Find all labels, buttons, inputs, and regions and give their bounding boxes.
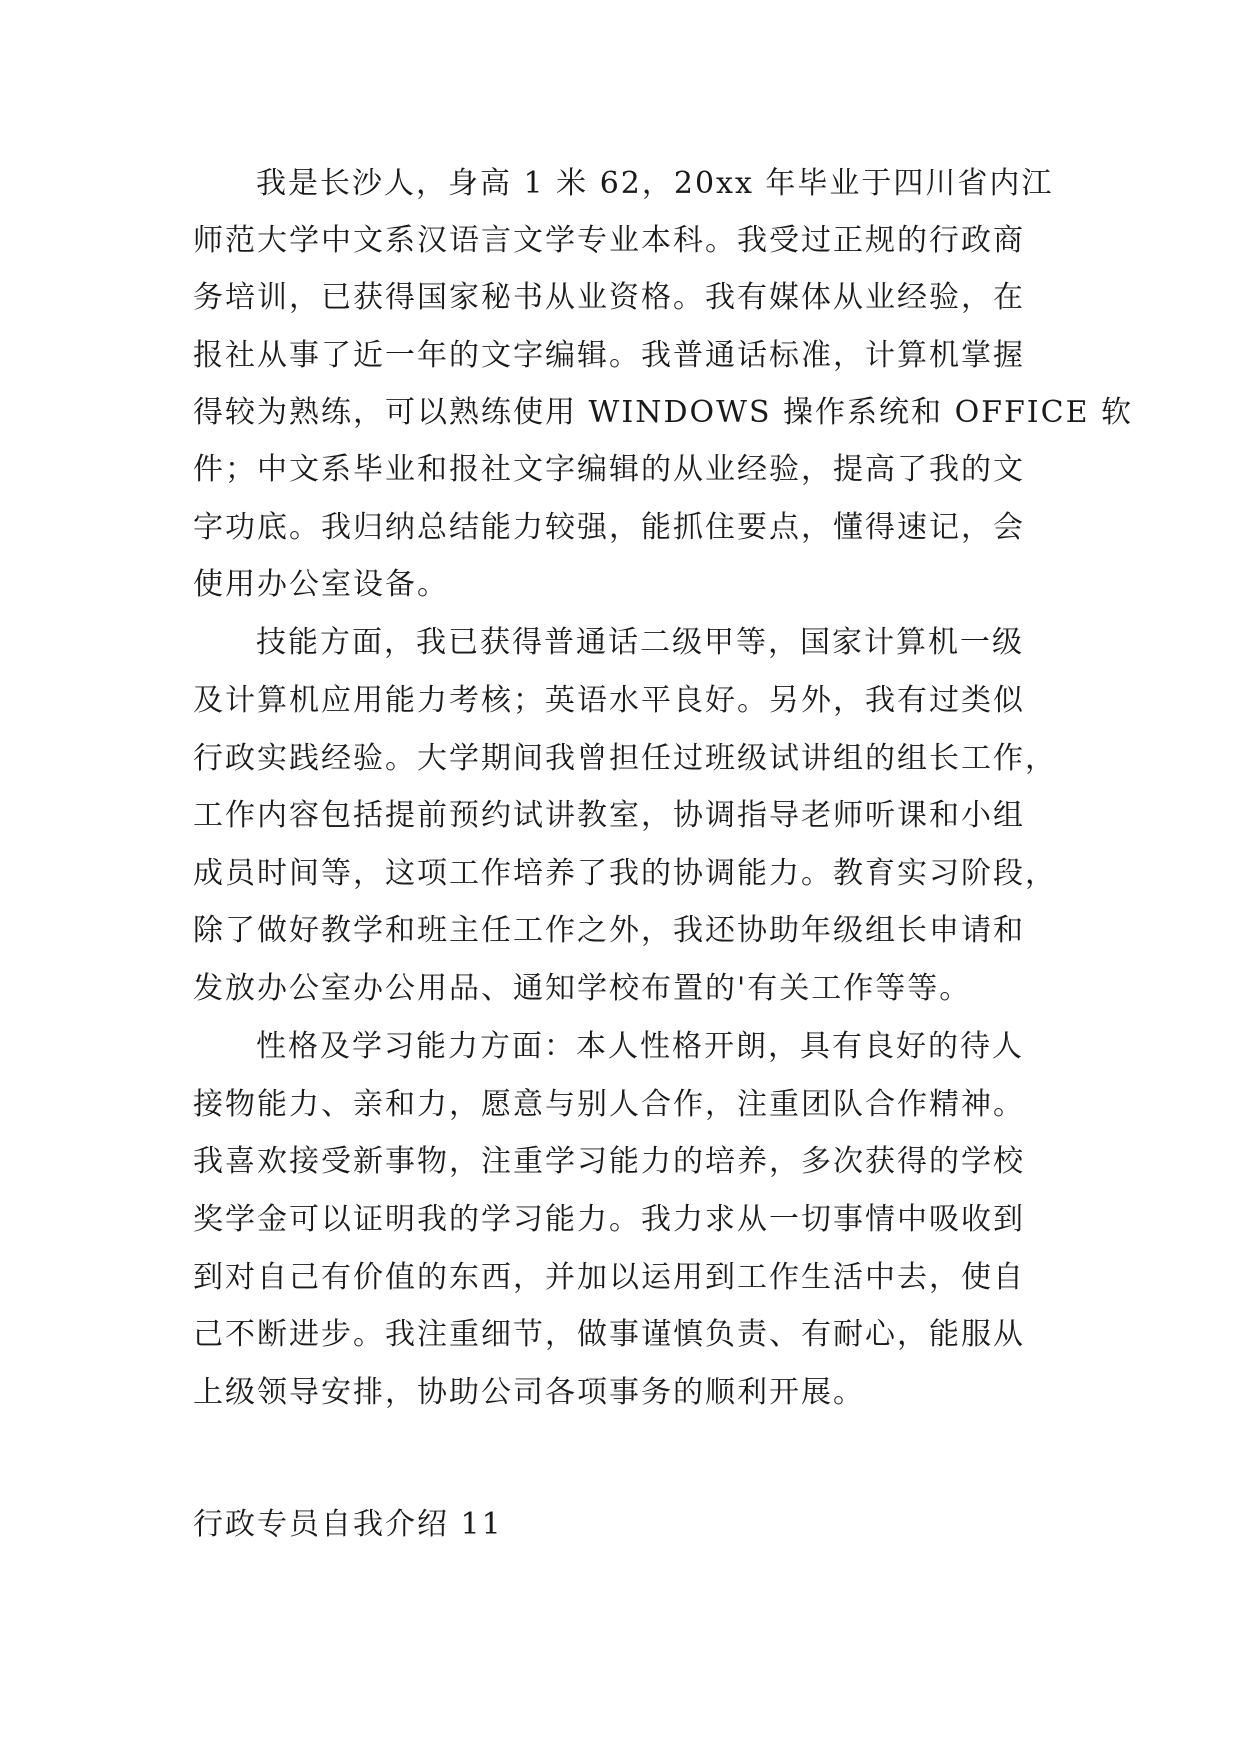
paragraph-1-line-7: 字功底。我归纳总结能力较强，能抓住要点，懂得速记，会: [193, 510, 1025, 545]
paragraph-1-line-8: 使用办公室设备。: [193, 567, 449, 602]
paragraph-3-line-1: 性格及学习能力方面：本人性格开朗，具有良好的待人: [256, 1029, 1024, 1064]
paragraph-2-line-5: 成员时间等，这项工作培养了我的协调能力。教育实习阶段，: [193, 856, 1057, 891]
paragraph-3-line-6: 己不断进步。我注重细节，做事谨慎负责、有耐心，能服从: [193, 1317, 1025, 1352]
paragraph-2-line-6: 除了做好教学和班主任工作之外，我还协助年级组长申请和: [193, 913, 1025, 948]
paragraph-3-line-5: 到对自己有价值的东西，并加以运用到工作生活中去，使自: [193, 1260, 1025, 1295]
paragraph-2-line-2: 及计算机应用能力考核；英语水平良好。另外，我有过类似: [193, 683, 1025, 718]
section-heading: 行政专员自我介绍 11: [193, 1507, 503, 1542]
paragraph-2-line-1: 技能方面，我已获得普通话二级甲等，国家计算机一级: [256, 625, 1024, 660]
paragraph-1-line-2: 师范大学中文系汉语言文学专业本科。我受过正规的行政商: [193, 223, 1025, 258]
paragraph-3-line-3: 我喜欢接受新事物，注重学习能力的培养，多次获得的学校: [193, 1144, 1025, 1179]
paragraph-1-line-1: 我是长沙人，身高 1 米 62，20xx 年毕业于四川省内江: [256, 166, 1054, 201]
paragraph-1-line-3: 务培训，已获得国家秘书从业资格。我有媒体从业经验，在: [193, 280, 1025, 315]
paragraph-2-line-3: 行政实践经验。大学期间我曾担任过班级试讲组的组长工作，: [193, 741, 1057, 776]
paragraph-1-line-5: 得较为熟练，可以熟练使用 WINDOWS 操作系统和 OFFICE 软: [193, 395, 1134, 430]
paragraph-3-line-4: 奖学金可以证明我的学习能力。我力求从一切事情中吸收到: [193, 1202, 1025, 1237]
paragraph-1-line-6: 件；中文系毕业和报社文字编辑的从业经验，提高了我的文: [193, 452, 1025, 487]
paragraph-2-line-7: 发放办公室办公用品、通知学校布置的'有关工作等等。: [193, 971, 972, 1006]
paragraph-1-line-4: 报社从事了近一年的文字编辑。我普通话标准，计算机掌握: [193, 338, 1025, 373]
paragraph-3-line-2: 接物能力、亲和力，愿意与别人合作，注重团队合作精神。: [193, 1087, 1025, 1122]
paragraph-3-line-7: 上级领导安排，协助公司各项事务的顺利开展。: [193, 1375, 865, 1410]
paragraph-2-line-4: 工作内容包括提前预约试讲教室，协调指导老师听课和小组: [193, 798, 1025, 833]
